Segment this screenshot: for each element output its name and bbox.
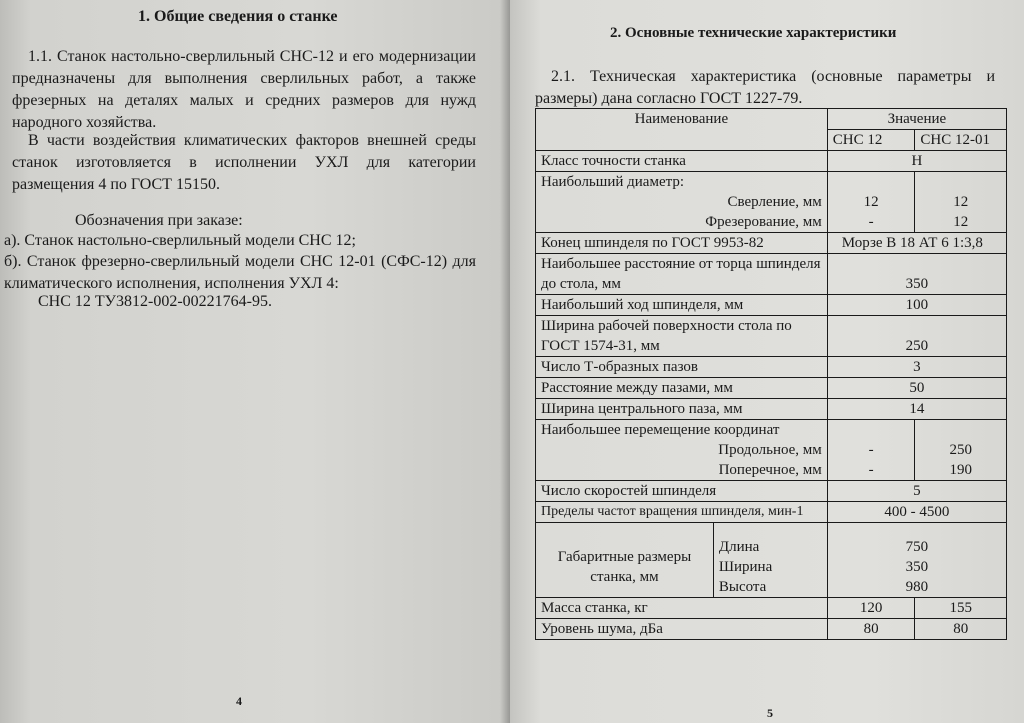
row-label: Число Т-образных пазов xyxy=(536,357,828,378)
row-value: 155 xyxy=(915,598,1007,619)
row-value: 14 xyxy=(827,399,1006,420)
table-row xyxy=(536,481,1007,502)
row-label: Габаритные размеры станка, мм xyxy=(536,523,714,598)
page-number-right: 5 xyxy=(767,706,773,720)
row-value: Морзе В 18 АТ 6 1:3,8 xyxy=(827,233,1006,254)
section-1-title: 1. Общие сведения о станке xyxy=(138,8,338,25)
row-value: 400 - 4500 xyxy=(827,502,1006,523)
row-sublabel: Длина xyxy=(718,539,760,555)
row-value: 80 xyxy=(915,619,1007,640)
row-label: Расстояние между пазами, мм xyxy=(536,378,828,399)
row-label: Ширина рабочей поверхности стола по ГОСТ 1574-31, мм xyxy=(536,316,828,357)
right-page xyxy=(510,0,1024,723)
row-value: 190 xyxy=(949,462,972,478)
row-sublabel: Ширина xyxy=(718,559,773,575)
section-2-title: 2. Основные технические характеристики xyxy=(610,25,897,41)
table-row xyxy=(536,295,1007,316)
row-sublabel: Высота xyxy=(718,579,767,595)
header-value: Значение xyxy=(827,109,1006,130)
row-label: Масса станка, кг xyxy=(536,598,828,619)
row-value: 3 xyxy=(827,357,1006,378)
row-label: Пределы частот вращения шпинделя, мин-1 xyxy=(536,502,828,523)
table-row xyxy=(536,598,1007,619)
row-value: - xyxy=(868,214,874,230)
row-value: 350 xyxy=(905,559,929,575)
order-code: СНС 12 ТУ3812-002-00221764-95. xyxy=(38,293,272,310)
row-label: Класс точности станка xyxy=(536,151,828,172)
row-value: 250 xyxy=(827,316,1006,357)
row-value: - xyxy=(868,462,874,478)
table-row xyxy=(536,254,1007,295)
table-row xyxy=(536,357,1007,378)
row-label: Наибольший диаметр: xyxy=(541,174,685,190)
left-page xyxy=(0,0,510,723)
table-row xyxy=(536,420,1007,481)
table-row xyxy=(536,233,1007,254)
row-value: 100 xyxy=(827,295,1006,316)
row-value: 250 xyxy=(949,442,972,458)
row-value: 5 xyxy=(827,481,1006,502)
row-label: Наибольший ход шпинделя, мм xyxy=(536,295,828,316)
table-row xyxy=(536,316,1007,357)
row-label: Наибольшее перемещение координат xyxy=(541,422,780,438)
table-row xyxy=(536,619,1007,640)
table-row xyxy=(536,502,1007,523)
row-value: 80 xyxy=(827,619,915,640)
row-sublabel: Фрезерование, мм xyxy=(705,214,822,230)
table-row xyxy=(536,109,1007,130)
row-label: Уровень шума, дБа xyxy=(536,619,828,640)
row-label: Ширина центрального паза, мм xyxy=(536,399,828,420)
table-row xyxy=(536,523,1007,598)
table-row xyxy=(536,151,1007,172)
page-number-left: 4 xyxy=(236,694,242,708)
paragraph-2-1: 2.1. Техническая характеристика (основные параметры и размеры) дана согласно ГОСТ 1227-79. xyxy=(535,68,995,107)
table-row xyxy=(536,172,1007,233)
row-value: 12 xyxy=(953,214,969,230)
row-value: 980 xyxy=(905,579,929,595)
header-model-2: СНС 12-01 xyxy=(915,130,1007,151)
row-sublabel: Сверление, мм xyxy=(727,194,822,210)
row-sublabel: Продольное, мм xyxy=(718,442,822,458)
row-value: - xyxy=(868,442,874,458)
order-item-a: а). Станок настольно-сверлильный модели СНС 12; xyxy=(4,232,356,249)
row-value: 12 xyxy=(953,194,969,210)
row-value: 750 xyxy=(905,539,929,555)
row-value: 50 xyxy=(827,378,1006,399)
row-sublabel: Поперечное, мм xyxy=(718,462,822,478)
header-name: Наименование xyxy=(536,109,828,151)
header-model-1: СНС 12 xyxy=(827,130,915,151)
spec-table xyxy=(535,108,1007,640)
order-item-b: б). Станок фрезерно-сверлильный модели СНС 12-01 (СФС-12) для климатического исполнения, исполнения УХЛ 4: xyxy=(4,253,476,292)
table-row xyxy=(536,399,1007,420)
order-heading: Обозначения при заказе: xyxy=(75,212,243,229)
paragraph-climate: В части воздействия климатических факторов внешней среды станок изготовляется в исполнении УХЛ для категории размещения 4 по ГОСТ 15150. xyxy=(12,132,476,193)
row-label: Конец шпинделя по ГОСТ 9953-82 xyxy=(536,233,828,254)
table-row xyxy=(536,378,1007,399)
paragraph-1-1: 1.1. Станок настольно-сверлильный СНС-12 и его модернизации предназначены для выполнения сверлильных работ, а также фрезерных на деталях малых и средних размеров для нужд народного хозяйства. xyxy=(12,48,476,131)
row-value: 350 xyxy=(827,254,1006,295)
row-value: Н xyxy=(827,151,1006,172)
row-value: 12 xyxy=(863,194,879,210)
row-label: Наибольшее расстояние от торца шпинделя до стола, мм xyxy=(536,254,828,295)
row-value: 120 xyxy=(827,598,915,619)
row-label: Число скоростей шпинделя xyxy=(536,481,828,502)
